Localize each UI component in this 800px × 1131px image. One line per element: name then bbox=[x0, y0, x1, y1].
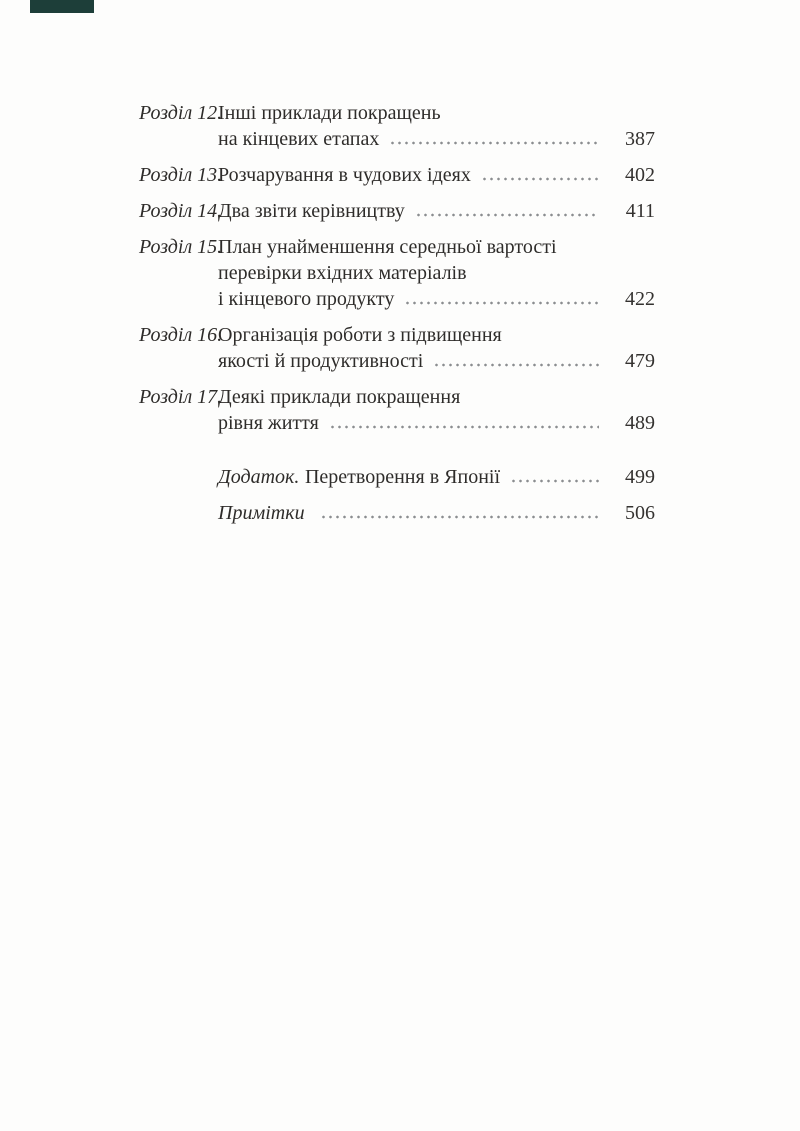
toc-entry-backmatter bbox=[139, 500, 655, 526]
table-of-contents bbox=[139, 100, 655, 536]
chapter-title-line bbox=[218, 286, 655, 312]
dot-leader bbox=[417, 213, 599, 217]
chapter-title-lines bbox=[218, 100, 655, 152]
toc-entry bbox=[139, 162, 655, 188]
toc-entry bbox=[139, 234, 655, 312]
toc-entry bbox=[139, 322, 655, 374]
chapter-title-text: і кінцевого продукту bbox=[218, 288, 395, 310]
dot-leader bbox=[435, 363, 599, 367]
dot-leader bbox=[483, 177, 599, 181]
chapter-label: Розділ 14. bbox=[139, 200, 223, 222]
page-number: 422 bbox=[625, 288, 655, 310]
chapter-title-lines bbox=[218, 384, 655, 436]
chapter-label: Розділ 12. bbox=[139, 102, 223, 124]
chapter-list bbox=[139, 100, 655, 436]
chapter-title-line bbox=[218, 322, 655, 348]
toc-entry bbox=[139, 384, 655, 436]
backmatter-list bbox=[139, 464, 655, 526]
page-number: 489 bbox=[625, 412, 655, 434]
chapter-title-lines bbox=[218, 198, 655, 224]
toc-entry bbox=[139, 100, 655, 152]
chapter-title-text: Розчарування в чудових ідеях bbox=[218, 164, 471, 186]
dot-leader bbox=[406, 301, 599, 305]
chapter-label: Розділ 16. bbox=[139, 324, 223, 346]
page-number: 411 bbox=[625, 200, 655, 222]
dot-leader bbox=[331, 425, 599, 429]
toc-entry bbox=[139, 198, 655, 224]
page-number: 499 bbox=[625, 466, 655, 488]
page-number: 402 bbox=[625, 164, 655, 186]
page-number: 506 bbox=[625, 502, 655, 524]
chapter-label: Розділ 15. bbox=[139, 236, 223, 258]
section-label: Додаток. bbox=[218, 466, 300, 488]
chapter-title-text: перевірки вхідних матеріалів bbox=[218, 262, 467, 284]
book-cover-corner-accent bbox=[30, 0, 94, 13]
page-number: 479 bbox=[625, 350, 655, 372]
chapter-label: Розділ 13. bbox=[139, 164, 223, 186]
chapter-title-text: на кінцевих етапах bbox=[218, 128, 380, 150]
chapter-title-text: План унайменшення середньої вартості bbox=[218, 236, 557, 258]
chapter-title-lines bbox=[218, 322, 655, 374]
chapter-title-text: рівня життя bbox=[218, 412, 319, 434]
chapter-title-text: Організація роботи з підвищення bbox=[218, 324, 502, 346]
dot-leader bbox=[322, 515, 599, 519]
chapter-title-line bbox=[218, 410, 655, 436]
chapter-title-line bbox=[218, 348, 655, 374]
section-title: Перетворення в Японії bbox=[304, 466, 501, 488]
chapter-label: Розділ 17. bbox=[139, 386, 223, 408]
backmatter-line bbox=[218, 464, 655, 490]
chapter-title-text: Два звіти керівництву bbox=[218, 200, 405, 222]
backmatter-line bbox=[218, 500, 655, 526]
chapter-title-line bbox=[218, 198, 655, 224]
chapter-title-line bbox=[218, 384, 655, 410]
chapter-title-line bbox=[218, 234, 655, 260]
chapter-title-text: Деякі приклади покращення bbox=[218, 386, 461, 408]
dot-leader bbox=[512, 479, 599, 483]
chapter-title-line bbox=[218, 100, 655, 126]
toc-entry-backmatter bbox=[139, 464, 655, 490]
dot-leader bbox=[391, 141, 599, 145]
chapter-title-text: Інші приклади покращень bbox=[218, 102, 441, 124]
chapter-title-line bbox=[218, 162, 655, 188]
chapter-title-text: якості й продуктивності bbox=[218, 350, 424, 372]
page-number: 387 bbox=[625, 128, 655, 150]
chapter-title-lines bbox=[218, 162, 655, 188]
section-label: Примітки bbox=[218, 502, 305, 524]
chapter-title-line bbox=[218, 126, 655, 152]
chapter-title-lines bbox=[218, 234, 655, 312]
chapter-title-line bbox=[218, 260, 655, 286]
